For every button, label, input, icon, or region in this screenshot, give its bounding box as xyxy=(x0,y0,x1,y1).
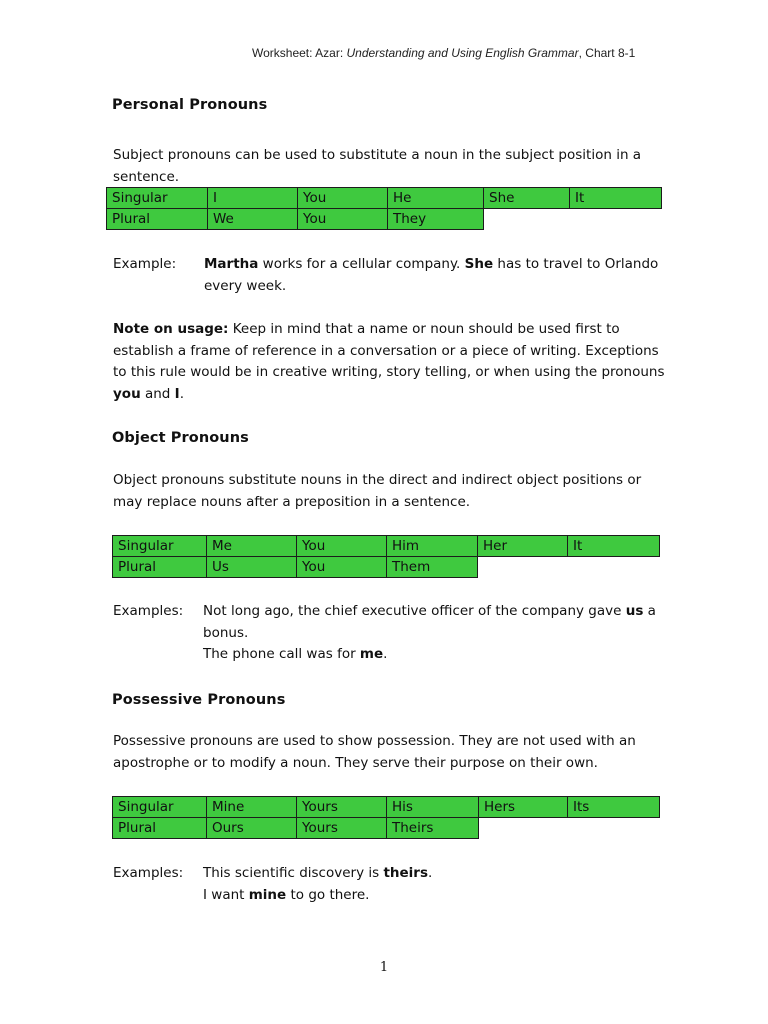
table-cell: You xyxy=(298,188,388,209)
example-bold: us xyxy=(625,603,644,619)
example-text xyxy=(204,254,674,297)
table-cell: We xyxy=(208,209,298,230)
examples-text xyxy=(203,863,673,906)
example-pre: The phone call was for xyxy=(203,646,360,663)
table-cell: They xyxy=(388,209,484,230)
example-pre: Not long ago, the chief executive officer of the company gave xyxy=(203,603,626,619)
possessive-examples xyxy=(113,863,673,907)
table-cell: Them xyxy=(387,557,478,578)
note-you: you xyxy=(113,386,141,403)
table-cell: Hers xyxy=(479,797,568,818)
example-post: . xyxy=(383,646,388,663)
note-and: and xyxy=(140,386,175,403)
table-cell: Me xyxy=(207,536,297,557)
example-bold: theirs xyxy=(383,865,428,881)
object-intro: Object pronouns substitute nouns in the direct and indirect object positions or may replace nouns after a preposition in a sentence. xyxy=(113,472,642,510)
page-number: 1 xyxy=(379,960,389,975)
table-cell: Yours xyxy=(297,818,387,839)
note-on-usage xyxy=(113,319,673,406)
table-row xyxy=(107,188,662,209)
table-cell: Plural xyxy=(113,818,207,839)
table-cell: I xyxy=(208,188,298,209)
personal-pronouns-heading: Personal Pronouns xyxy=(112,97,268,113)
header-prefix: Worksheet: Azar: xyxy=(252,46,347,60)
running-header xyxy=(252,46,635,60)
example-bold: mine xyxy=(248,886,287,903)
header-book-title: Understanding and Using English Grammar xyxy=(346,46,579,60)
table-cell: Theirs xyxy=(387,818,479,839)
table-cell: She xyxy=(484,188,570,209)
table-row xyxy=(113,797,660,818)
note-end: . xyxy=(179,386,184,403)
object-pronouns-heading: Object Pronouns xyxy=(112,430,249,446)
table-cell: Plural xyxy=(113,557,207,578)
possessive-intro: Possessive pronouns are used to show possession. They are not used with an apostrophe or to modify a noun. They serve their purpose on their own. xyxy=(113,733,636,771)
personal-example xyxy=(113,254,673,298)
note-text: Keep in mind that a name or noun should be used first to establish a frame of reference in a conversation or a piece of writing. Exceptions to this rule would be in creative writing, story telling, or when using the pronouns xyxy=(113,321,665,381)
examples-label: Examples: xyxy=(113,865,184,881)
table-cell: It xyxy=(568,536,660,557)
example-post: a bonus. xyxy=(203,603,656,641)
example-bold: me xyxy=(359,646,384,663)
table-cell: He xyxy=(388,188,484,209)
example-pre: This scientific discovery is xyxy=(203,865,384,881)
example-post: . xyxy=(428,865,433,881)
empty-cell xyxy=(570,209,662,230)
example-post: to go there. xyxy=(286,886,370,903)
table-cell: It xyxy=(570,188,662,209)
table-cell: Singular xyxy=(113,797,207,818)
example-line xyxy=(203,644,673,666)
table-cell: His xyxy=(387,797,479,818)
table-cell: You xyxy=(297,536,387,557)
table-cell: Her xyxy=(478,536,568,557)
example-pre: I want xyxy=(203,886,249,903)
table-cell: Mine xyxy=(207,797,297,818)
possessive-pronoun-table xyxy=(112,796,660,839)
table-cell: Us xyxy=(207,557,297,578)
empty-cell xyxy=(484,209,570,230)
table-cell: Plural xyxy=(107,209,208,230)
table-row xyxy=(113,557,660,578)
table-cell: Him xyxy=(387,536,478,557)
examples-label: Examples: xyxy=(113,603,184,619)
header-suffix: , Chart 8-1 xyxy=(578,46,636,60)
table-cell: You xyxy=(298,209,388,230)
table-cell: Singular xyxy=(107,188,208,209)
table-row xyxy=(113,536,660,557)
example-line xyxy=(203,863,673,885)
table-cell: You xyxy=(297,557,387,578)
table-cell: Singular xyxy=(113,536,207,557)
example-line xyxy=(203,601,673,644)
example-mid: works for a cellular company. xyxy=(258,256,465,272)
example-rest: has to travel to Orlando every week. xyxy=(204,256,659,294)
personal-intro: Subject pronouns can be used to substitute a noun in the subject position in a sentence. xyxy=(113,147,642,185)
note-i: I xyxy=(174,386,180,403)
empty-cell xyxy=(568,818,660,839)
possessive-pronouns-heading: Possessive Pronouns xyxy=(112,692,286,708)
example-label: Example: xyxy=(113,256,177,272)
empty-cell xyxy=(479,818,568,839)
table-cell: Yours xyxy=(297,797,387,818)
empty-cell xyxy=(568,557,660,578)
example-pronoun: She xyxy=(464,256,494,272)
object-examples xyxy=(113,601,673,667)
table-row xyxy=(113,818,660,839)
table-cell: Its xyxy=(568,797,660,818)
object-pronoun-table xyxy=(112,535,660,578)
table-cell: Ours xyxy=(207,818,297,839)
example-line xyxy=(203,885,673,907)
note-label: Note on usage: xyxy=(113,321,229,337)
example-subject: Martha xyxy=(204,256,259,272)
table-row xyxy=(107,209,662,230)
personal-pronoun-table xyxy=(106,187,662,230)
examples-text xyxy=(203,601,673,666)
empty-cell xyxy=(478,557,568,578)
